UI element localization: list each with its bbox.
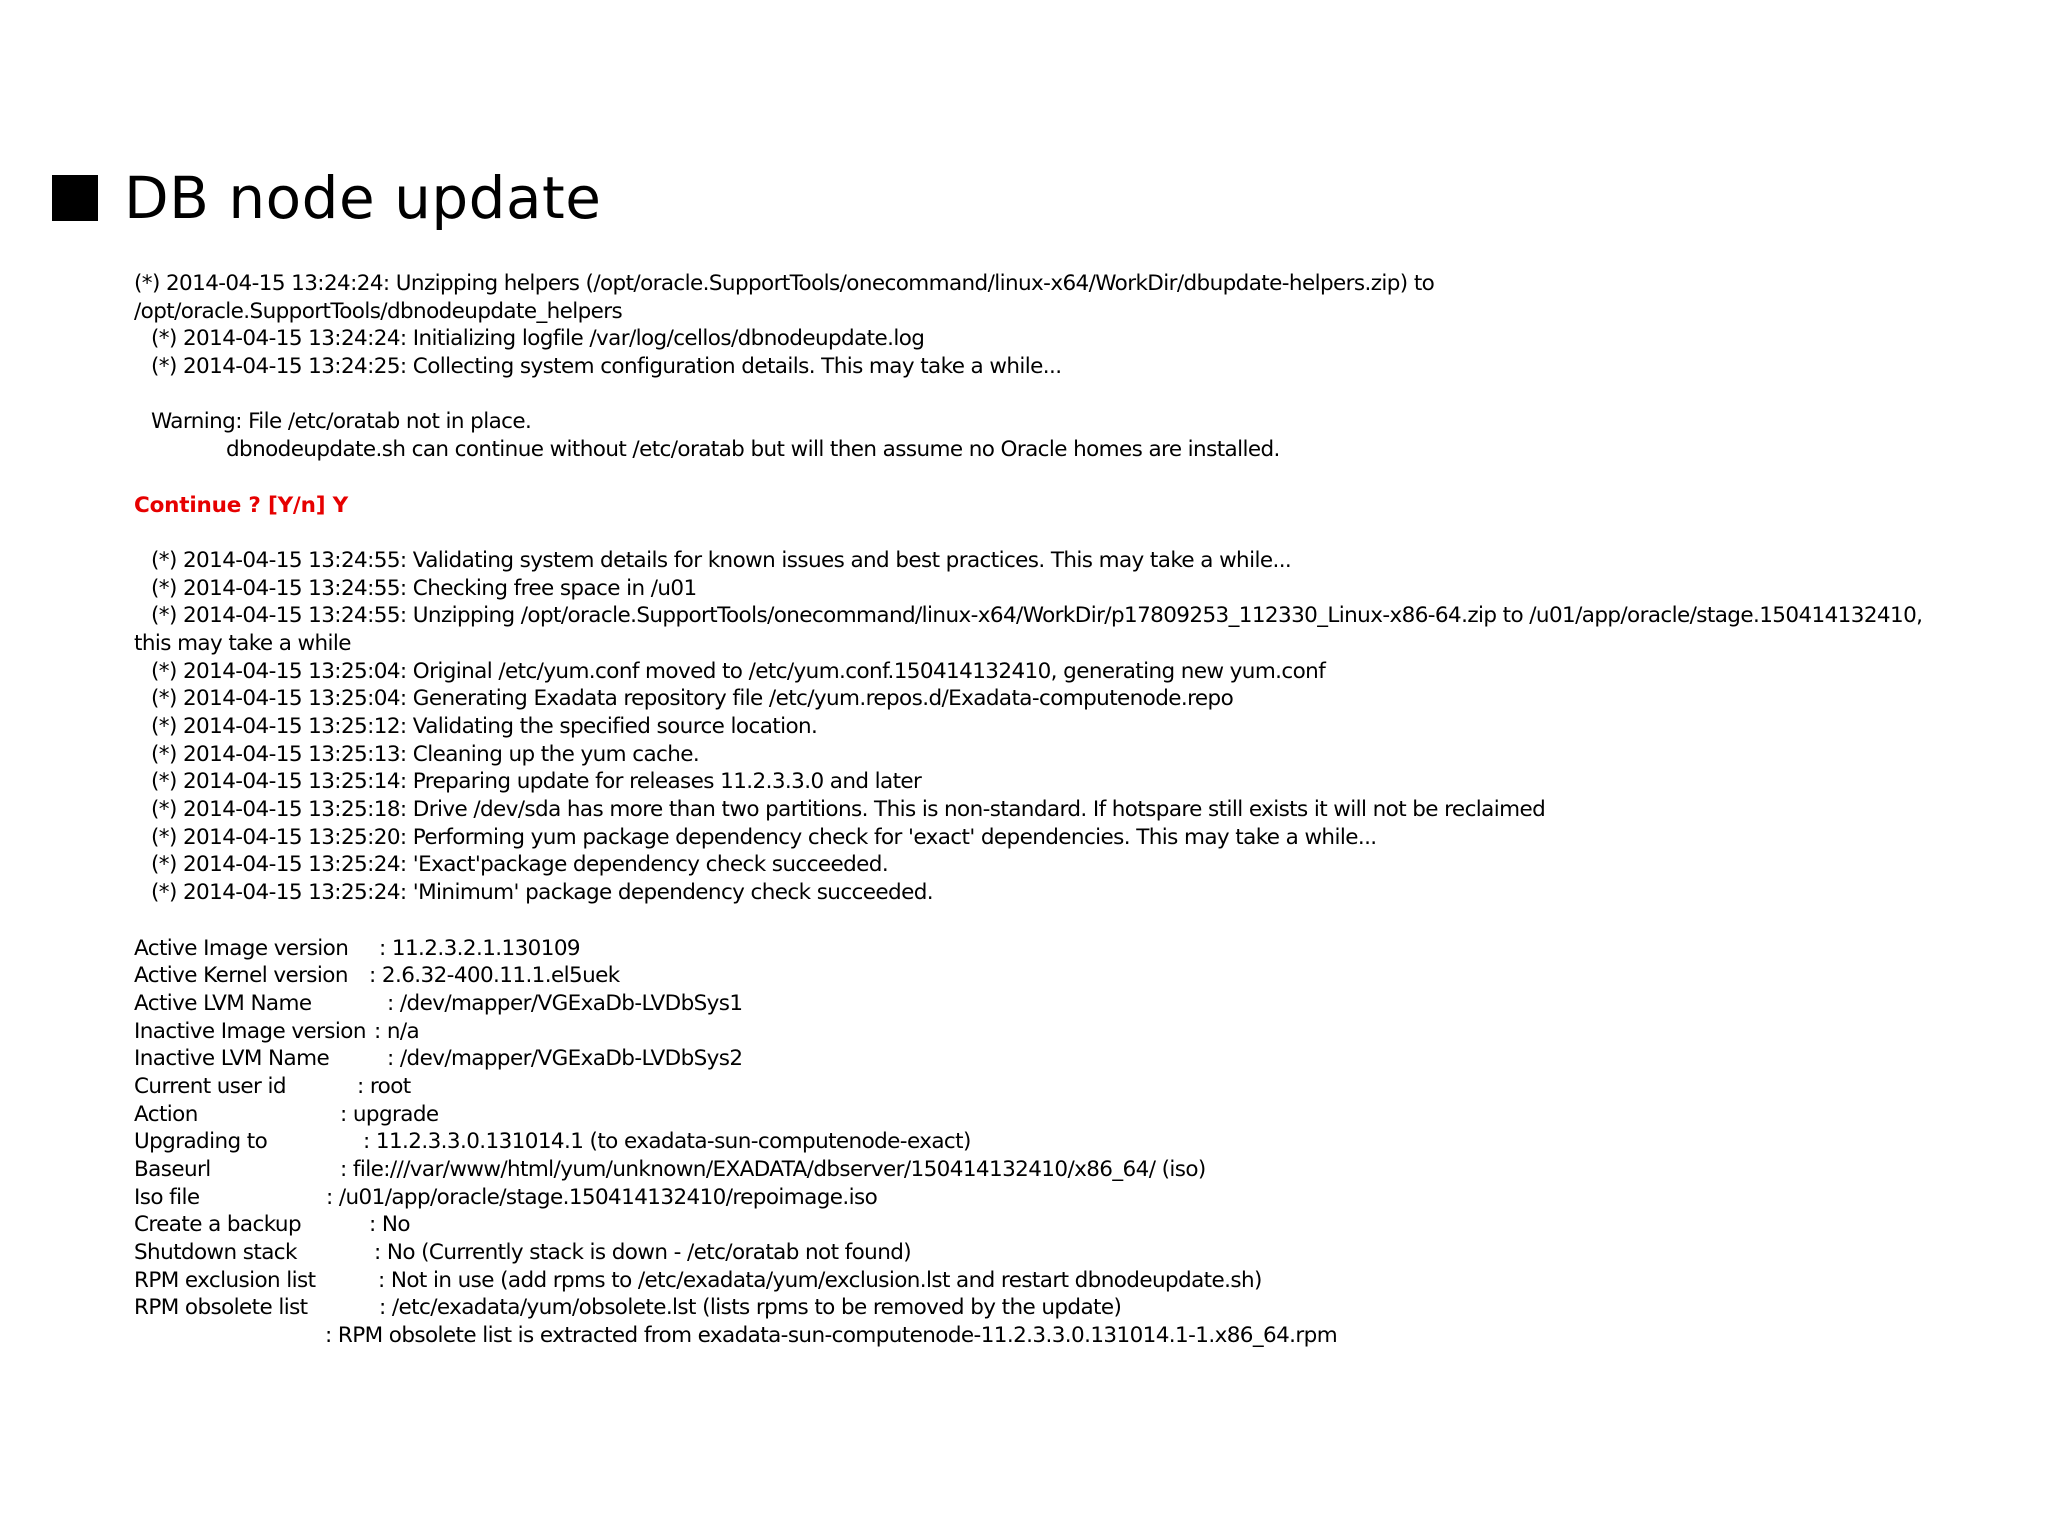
- summary-row: [134, 1184, 2014, 1212]
- summary-value: : n/a: [374, 1018, 420, 1044]
- log-line: (*) 2014-04-15 13:25:04: Generating Exadata repository file /etc/yum.repos.d/Exadata-computenode.repo: [151, 686, 1234, 712]
- summary-row: [134, 1267, 2014, 1295]
- page-title: DB node update: [124, 164, 602, 232]
- summary-key: Current user id: [134, 1073, 286, 1099]
- log-line: (*) 2014-04-15 13:25:24: 'Exact'package dependency check succeeded.: [151, 852, 889, 878]
- summary-row: [134, 1211, 2014, 1239]
- summary-row: [134, 935, 2014, 963]
- summary-row: [134, 1322, 2014, 1350]
- log-line: (*) 2014-04-15 13:24:55: Checking free space in /u01: [151, 575, 697, 601]
- summary-value: : /dev/mapper/VGExaDb-LVDbSys2: [387, 1046, 743, 1072]
- blank-line: [134, 381, 2014, 409]
- summary-value: : 11.2.3.2.1.130109: [379, 935, 580, 961]
- summary-row: [134, 990, 2014, 1018]
- summary-value: : 11.2.3.3.0.131014.1 (to exadata-sun-computenode-exact): [363, 1129, 971, 1155]
- warning-detail-line: dbnodeupdate.sh can continue without /etc/oratab but will then assume no Oracle homes are installed.: [226, 437, 1280, 463]
- log-line: (*) 2014-04-15 13:24:24: Unzipping helpers (/opt/oracle.SupportTools/onecommand/linux-x64/WorkDir/dbupdate-helpers.zip) to: [134, 271, 1435, 296]
- summary-key: RPM exclusion list: [134, 1267, 316, 1293]
- log-line: (*) 2014-04-15 13:24:25: Collecting system configuration details. This may take a while...: [151, 354, 1062, 380]
- summary-key: [134, 1322, 325, 1350]
- blank-line: [134, 519, 2014, 547]
- square-bullet-icon: [52, 175, 98, 221]
- summary-value: : Not in use (add rpms to /etc/exadata/yum/exclusion.lst and restart dbnodeupdate.sh): [378, 1267, 1262, 1293]
- log-line: /opt/oracle.SupportTools/dbnodeupdate_helpers: [134, 298, 623, 324]
- summary-key: Shutdown stack: [134, 1240, 297, 1266]
- log-line: this may take a while: [134, 630, 351, 656]
- summary-key: Create a backup: [134, 1212, 301, 1238]
- log-line: (*) 2014-04-15 13:25:24: 'Minimum' package dependency check succeeded.: [151, 880, 933, 906]
- summary-row: [134, 962, 2014, 990]
- summary-key: Iso file: [134, 1184, 200, 1210]
- summary-key: Inactive Image version: [134, 1018, 366, 1044]
- summary-key: Baseurl: [134, 1157, 211, 1182]
- summary-key: Upgrading to: [134, 1129, 268, 1155]
- log-line: (*) 2014-04-15 13:24:55: Unzipping /opt/oracle.SupportTools/onecommand/linux-x64/WorkDir/p17809253_112330_Linux-x86-64.zip to /u01/app/oracle/stage.150414132410,: [151, 603, 1923, 629]
- summary-value: : /u01/app/oracle/stage.150414132410/repoimage.iso: [326, 1184, 878, 1210]
- summary-key: Active Image version: [134, 935, 349, 961]
- summary-value: : RPM obsolete list is extracted from exadata-sun-computenode-11.2.3.3.0.131014.1-1.x86_64.rpm: [325, 1323, 1338, 1349]
- summary-row: [134, 1018, 2014, 1046]
- blank-line: [134, 464, 2014, 492]
- summary-key: Inactive LVM Name: [134, 1046, 330, 1072]
- summary-value: : /etc/exadata/yum/obsolete.lst (lists rpms to be removed by the update): [379, 1295, 1122, 1321]
- log-line: (*) 2014-04-15 13:25:18: Drive /dev/sda has more than two partitions. This is non-standard. If hotspare still exists it will not be reclaimed: [151, 797, 1546, 823]
- log-line: (*) 2014-04-15 13:24:55: Validating system details for known issues and best practices. This may take a while...: [151, 547, 1292, 573]
- summary-row: [134, 1294, 2014, 1322]
- continue-prompt: Continue ? [Y/n] Y: [134, 492, 348, 518]
- summary-key: RPM obsolete list: [134, 1295, 308, 1321]
- summary-row: [134, 1073, 2014, 1101]
- summary-value: : No: [369, 1212, 410, 1238]
- summary-value: : root: [357, 1073, 411, 1099]
- log-line: (*) 2014-04-15 13:25:04: Original /etc/yum.conf moved to /etc/yum.conf.150414132410, generating new yum.conf: [151, 658, 1326, 684]
- blank-line: [134, 907, 2014, 935]
- summary-value: : file:///var/www/html/yum/unknown/EXADATA/dbserver/150414132410/x86_64/ (iso): [340, 1157, 1206, 1182]
- summary-key: Action: [134, 1101, 198, 1127]
- log-line: (*) 2014-04-15 13:25:20: Performing yum package dependency check for 'exact' dependencies. This may take a while...: [151, 824, 1377, 850]
- summary-value: : /dev/mapper/VGExaDb-LVDbSys1: [387, 990, 743, 1016]
- summary-value: : No (Currently stack is down - /etc/oratab not found): [374, 1240, 912, 1266]
- summary-value: : 2.6.32-400.11.1.el5uek: [369, 963, 620, 989]
- summary-value: : upgrade: [340, 1101, 439, 1127]
- summary-key: Active Kernel version: [134, 963, 348, 989]
- summary-row: [134, 1156, 2014, 1184]
- log-line: (*) 2014-04-15 13:25:13: Cleaning up the yum cache.: [151, 741, 700, 767]
- log-line: (*) 2014-04-15 13:24:24: Initializing logfile /var/log/cellos/dbnodeupdate.log: [151, 326, 925, 352]
- summary-row: [134, 1239, 2014, 1267]
- summary-row: [134, 1128, 2014, 1156]
- log-line: (*) 2014-04-15 13:25:12: Validating the specified source location.: [151, 714, 818, 739]
- log-line: (*) 2014-04-15 13:25:14: Preparing update for releases 11.2.3.3.0 and later: [151, 769, 922, 795]
- warning-line: Warning: File /etc/oratab not in place.: [151, 409, 532, 435]
- page-heading: [52, 158, 601, 238]
- summary-row: [134, 1045, 2014, 1073]
- summary-key: Active LVM Name: [134, 990, 312, 1016]
- summary-row: [134, 1101, 2014, 1129]
- console-log: [134, 270, 2014, 1350]
